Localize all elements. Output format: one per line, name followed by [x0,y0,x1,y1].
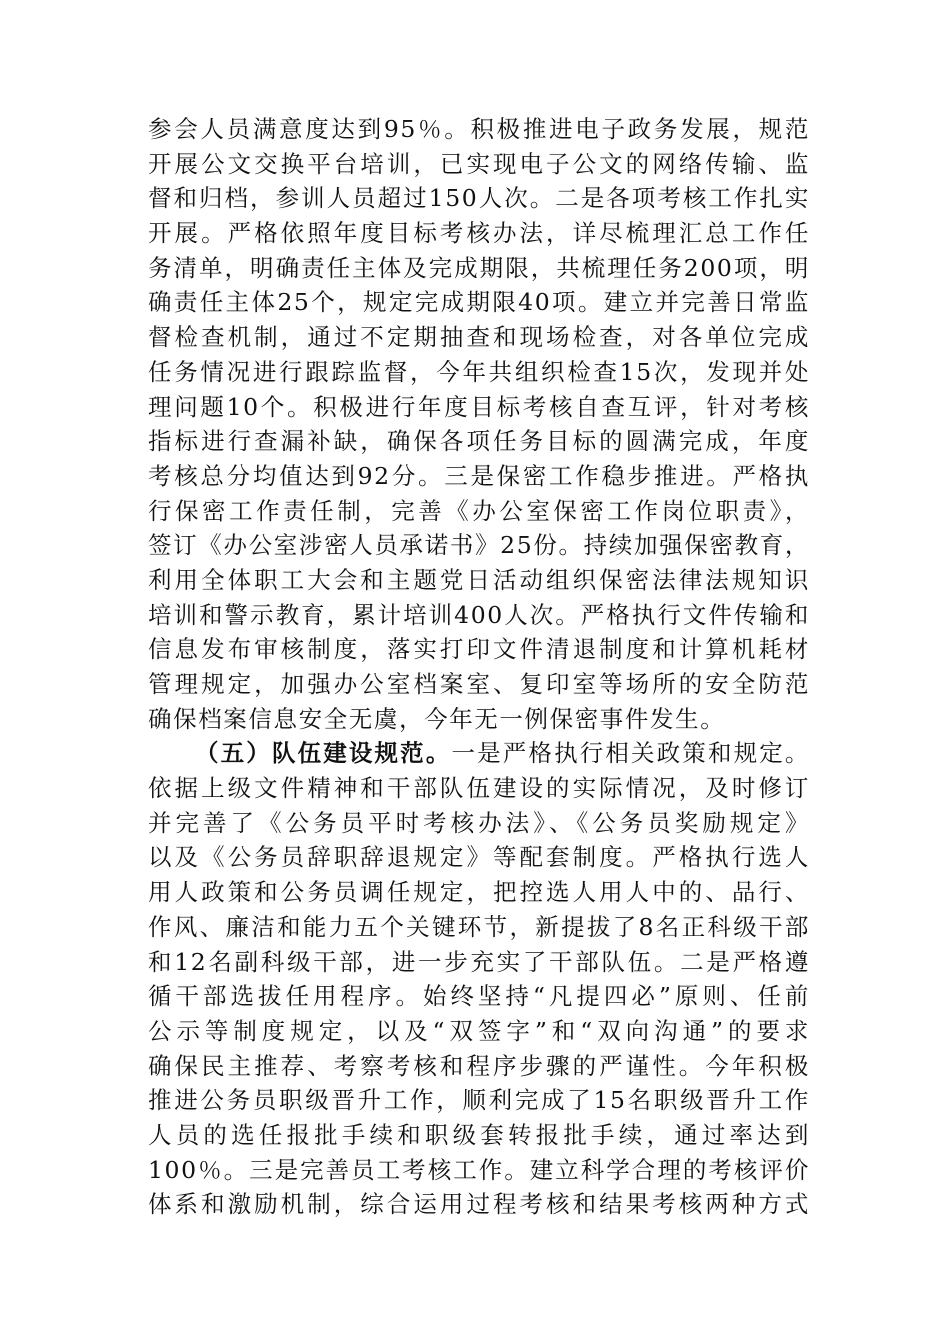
text-line: 签订《办公室涉密人员承诺书》25份。持续加强保密教育， [148,531,810,560]
text-line: 督检查机制，通过不定期抽查和现场检查，对各单位完成 [148,323,810,352]
text-line: 和12名副科级干部，进一步充实了干部队伍。二是严格遵 [148,947,810,976]
text-line: 督和归档，参训人员超过150人次。二是各项考核工作扎实 [148,184,810,213]
text-line: 作风、廉洁和能力五个关键环节，新提拔了8名正科级干部 [148,912,810,941]
text-line: 并完善了《公务员平时考核办法》、《公务员奖励规定》 [148,808,810,837]
text-line: 推进公务员职级晋升工作，顺利完成了15名职级晋升工作 [148,1086,810,1115]
text-line: 参会人员满意度达到95％。积极推进电子政务发展，规范 [148,115,810,143]
section-heading: （五）队伍建设规范。 [195,739,452,768]
text-line: 确保民主推荐、考察考核和程序步骤的严谨性。今年积极 [148,1051,810,1080]
text-line: 信息发布审核制度，落实打印文件清退制度和计算机耗材 [148,635,810,664]
text-line: 用人政策和公务员调任规定，把控选人用人中的、品行、 [148,878,810,907]
text-line: 100％。三是完善员工考核工作。建立科学合理的考核评价 [148,1155,810,1184]
document-page [148,112,810,1222]
text-line: 任务情况进行跟踪监督，今年共组织检查15次，发现并处 [148,357,810,386]
text-line: 指标进行查漏补缺，确保各项任务目标的圆满完成，年度 [148,427,810,456]
text-line: 理问题10个。积极进行年度目标考核自查互评，针对考核 [148,392,810,421]
text-line: 利用全体职工大会和主题党日活动组织保密法律法规知识 [148,565,810,594]
text-line: 人员的选任报批手续和职级套转报批手续，通过率达到 [148,1120,810,1149]
text-line: 依据上级文件精神和干部队伍建设的实际情况，及时修订 [148,774,810,803]
text-line: 公示等制度规定，以及“双签字”和“双向沟通”的要求 [148,1016,810,1045]
text-line: 确保档案信息安全无虞，今年无一例保密事件发生。 [148,704,726,733]
paragraph-team-building [148,736,810,1222]
text-line: 确责任主体25个，规定完成期限40项。建立并完善日常监 [148,288,810,317]
text-line: 以及《公务员辞职辞退规定》等配套制度。严格执行选人 [148,843,810,872]
text-line: 务清单，明确责任主体及完成期限，共梳理任务200项，明 [148,253,810,282]
text-line: 管理规定，加强办公室档案室、复印室等场所的安全防范 [148,670,810,698]
paragraph-security-and-assessment [148,112,810,736]
text-line: 考核总分均值达到92分。三是保密工作稳步推进。严格执 [148,461,810,490]
text-segment: 一是严格执行相关政策和规定。 [451,739,811,768]
paragraph-first-line [148,736,810,771]
text-line: 循干部选拔任用程序。始终坚持“凡提四必”原则、任前 [148,982,810,1011]
text-line: 开展。严格依照年度目标考核办法，详尽梳理汇总工作任 [148,219,810,248]
text-line: 培训和警示教育，累计培训400人次。严格执行文件传输和 [148,600,810,629]
text-line: 行保密工作责任制，完善《办公室保密工作岗位职责》， [148,496,810,525]
text-line: 开展公文交换平台培训，已实现电子公文的网络传输、监 [148,149,810,178]
text-line: 体系和激励机制，综合运用过程考核和结果考核两种方式 [148,1190,810,1219]
